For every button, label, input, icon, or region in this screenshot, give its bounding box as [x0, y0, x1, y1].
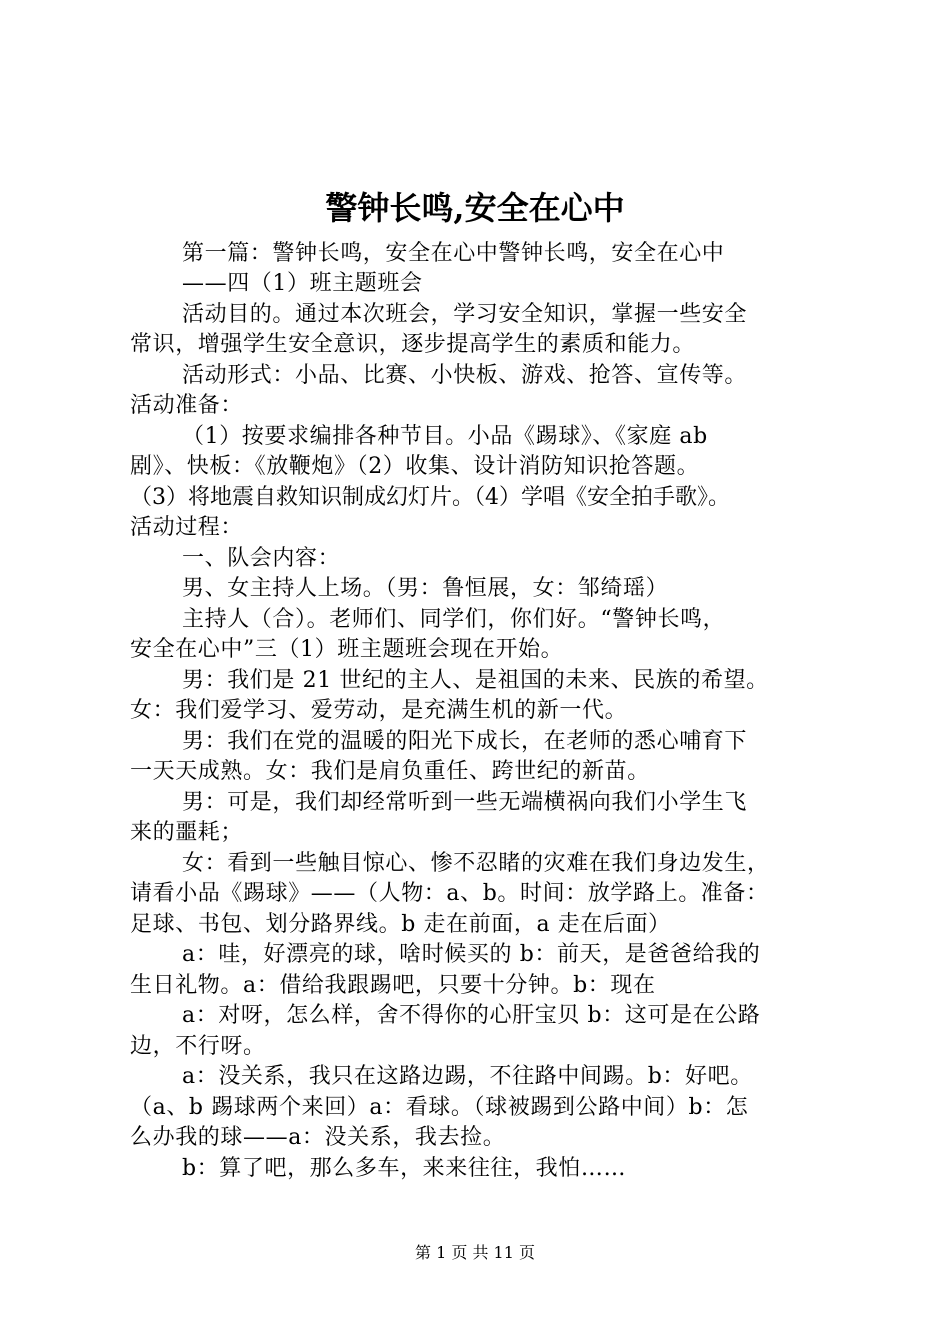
text-line: 足球、书包、划分路界线。b 走在前面，a 走在后面） [130, 912, 671, 937]
text-line: 第一篇：警钟长鸣，安全在心中警钟长鸣，安全在心中 [182, 241, 725, 266]
text-line: 活动目的。通过本次班会，学习安全知识，掌握一些安全 [182, 302, 748, 327]
text-line: （1）按要求编排各种节目。小品《踢球》、《家庭 ab [182, 424, 708, 449]
text-line: 男：我们在党的温暖的阳光下成长，在老师的悉心哺育下 [182, 729, 748, 754]
text-line: 活动准备： [130, 393, 244, 418]
text-line: a：哇，好漂亮的球，啥时候买的 b：前天，是爸爸给我的 [182, 942, 761, 967]
text-line: 女：我们爱学习、爱劳动，是充满生机的新一代。 [130, 698, 628, 723]
text-line: 一天天成熟。女：我们是肩负重任、跨世纪的新苗。 [130, 759, 650, 784]
text-line: ——四（1）班主题班会 [182, 271, 423, 296]
text-line: a：对呀，怎么样，舍不得你的心肝宝贝 b：这可是在公路 [182, 1003, 761, 1028]
text-line: 男、女主持人上场。（男：鲁恒展，女：邹绮瑶） [182, 576, 669, 601]
text-line: a：没关系，我只在这路边踢，不往路中间踢。b：好吧。 [182, 1064, 753, 1089]
page-number-footer: 第 1 页 共 11 页 [415, 1243, 535, 1262]
text-line: 边，不行呀。 [130, 1034, 266, 1059]
text-line: 女：看到一些触目惊心、惨不忍睹的灾难在我们身边发生， [182, 851, 770, 876]
text-line: （3）将地震自救知识制成幻灯片。（4）学唱《安全拍手歌》。 [130, 485, 730, 510]
text-line: 一、队会内容： [182, 546, 341, 571]
text-line: b：算了吧，那么多车，来来往往，我怕…… [182, 1156, 627, 1181]
text-line: 活动形式：小品、比赛、小快板、游戏、抢答、宣传等。 [182, 363, 748, 388]
text-line: 男：我们是 21 世纪的主人、是祖国的未来、民族的希望。 [182, 668, 769, 693]
text-line: 请看小品《踢球》——（人物：a、b。时间：放学路上。准备： [130, 881, 769, 906]
text-line: （a、b 踢球两个来回）a：看球。（球被踢到公路中间）b：怎 [130, 1095, 749, 1120]
text-line: 常识，增强学生安全意识，逐步提高学生的素质和能力。 [130, 332, 696, 357]
text-line: 来的噩耗； [130, 820, 244, 845]
text-line: 剧》、快板：《放鞭炮》（2）收集、设计消防知识抢答题。 [130, 454, 700, 479]
text-line: 主持人（合）。老师们、同学们，你们好。“警钟长鸣， [182, 607, 726, 632]
text-line: 么办我的球——a：没关系，我去捡。 [130, 1125, 506, 1150]
document-title: 警钟长鸣,安全在心中 [325, 189, 625, 227]
text-line: 男：可是，我们却经常听到一些无端横祸向我们小学生飞 [182, 790, 748, 815]
text-line: 安全在心中”三（1）班主题班会现在开始。 [130, 637, 564, 662]
text-line: 生日礼物。a：借给我跟踢吧，只要十分钟。b：现在 [130, 973, 656, 998]
text-line: 活动过程： [130, 515, 244, 540]
